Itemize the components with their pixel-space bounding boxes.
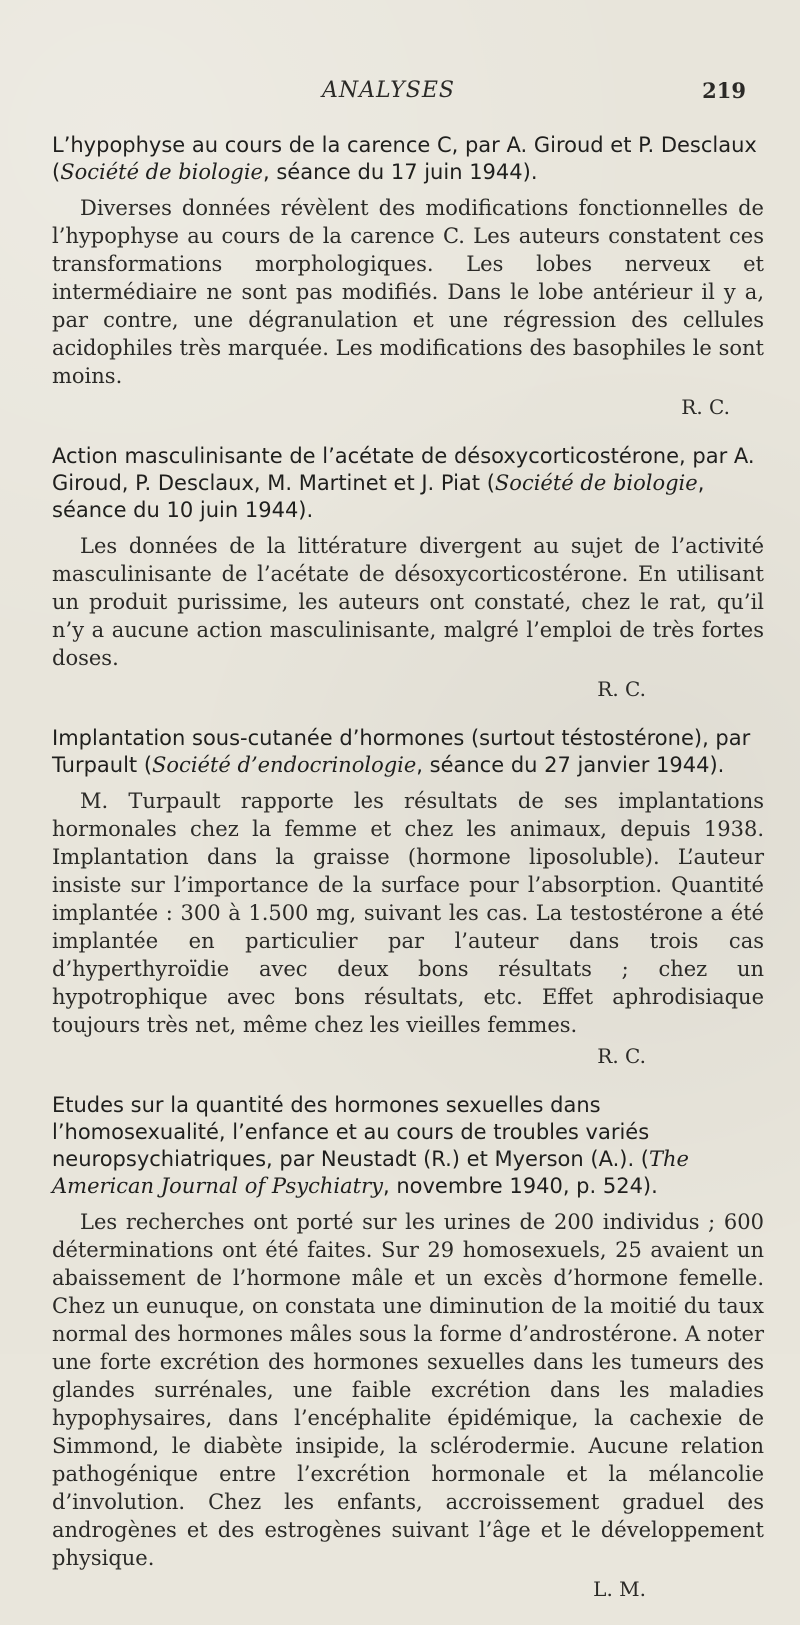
abstract-heading (52, 443, 764, 524)
abstract-heading (52, 132, 764, 186)
abstract-heading (52, 1092, 764, 1200)
heading-source: The American Journal of Psychiatry (52, 1147, 689, 1198)
abstract-hormones-homosexualite (52, 1092, 764, 1601)
heading-main-text: Implantation sous-cutanée d’hormones (surtout téstostérone), par Turpault ( (52, 726, 751, 777)
heading-date: , séance du 10 juin 1944). (52, 471, 705, 522)
heading-main-text: L’hypophyse au cours de la carence C, par A. Giroud et P. Desclaux ( (52, 133, 757, 184)
heading-date: , séance du 17 juin 1944). (262, 160, 538, 184)
heading-date: , novembre 1940, p. 524). (382, 1174, 658, 1198)
author-initials: R. C. (597, 1044, 646, 1068)
running-header (52, 78, 764, 106)
author-initials: L. M. (593, 1577, 646, 1601)
author-initials: R. C. (681, 395, 730, 419)
running-title: ANALYSES (322, 78, 455, 103)
abstract-action-masculinisante (52, 443, 764, 701)
abstract-implantation-hormones (52, 725, 764, 1068)
abstract-body: Diverses données révèlent des modifications fonctionnelles de l’hypophyse au cours de la carence C. Les auteurs constatent ces transformations morphologiques. Les lobes nerveux et intermédiaire ne sont pas modifiés. Dans le lobe antérieur il y a, par contre, une dégranulation et une régression des cellules acidophiles très marquée. Les modifications des basophiles le sont moins. (52, 196, 764, 388)
heading-source: Société de biologie (494, 471, 698, 495)
heading-source: Société d’endocrinologie (152, 753, 417, 777)
page-number: 219 (702, 78, 746, 103)
heading-date: , séance du 27 janvier 1944). (416, 753, 725, 777)
heading-main-text: Action masculinisante de l’acétate de désoxycorticostérone, par A. Giroud, P. Desclaux, M. Martinet et J. Piat ( (52, 444, 755, 495)
abstract-body: M. Turpault rapporte les résultats de ses implantations hormonales chez la femme et chez les animaux, depuis 1938. Implantation dans la graisse (hormone liposoluble). L’auteur insiste sur l’importance de la surface pour l’absorption. Quantité implantée : 300 à 1.500 mg, suivant les cas. La testostérone a été implantée en particulier par l’auteur dans trois cas d’hyperthyroïdie avec deux bons résultats ; chez un hypotrophique avec bons résultats, etc. Effet aphrodisiaque toujours très net, même chez les vieilles femmes. (52, 789, 764, 1037)
page-content (52, 132, 764, 1625)
author-initials: R. C. (597, 677, 646, 701)
heading-main-text: Etudes sur la quantité des hormones sexuelles dans l’homosexualité, l’enfance et au cours de troubles variés neuropsychiatriques, par Neustadt (R.) et Myerson (A.). ( (52, 1093, 650, 1171)
abstract-hypophyse-carence-c (52, 132, 764, 419)
heading-source: Société de biologie (60, 160, 263, 184)
abstract-heading (52, 725, 764, 779)
abstract-body: Les recherches ont porté sur les urines de 200 individus ; 600 déterminations ont été faites. Sur 29 homosexuels, 25 avaient un abaissement de l’hormone mâle et un excès d’hormone femelle. Chez un eunuque, on constata une diminution de la moitié du taux normal des hormones mâles sous la forme d’androstérone. A noter une forte excrétion des hormones sexuelles dans les tumeurs des glandes surrénales, une faible excrétion dans les maladies hypophysaires, dans l’encéphalite épidémique, la cachexie de Simmond, le diabète insipide, la sclérodermie. Aucune relation pathogénique entre l’excrétion hormonale et la mélancolie d’involution. Chez les enfants, accroissement graduel des androgènes et des estrogènes suivant l’âge et le développement physique. (52, 1210, 764, 1570)
abstract-body: Les données de la littérature divergent au sujet de l’activité masculinisante de l’acétate de désoxycorticostérone. En utilisant un produit purissime, les auteurs ont constaté, chez le rat, qu’il n’y a aucune action masculinisante, malgré l’emploi de très fortes doses. (52, 534, 764, 670)
